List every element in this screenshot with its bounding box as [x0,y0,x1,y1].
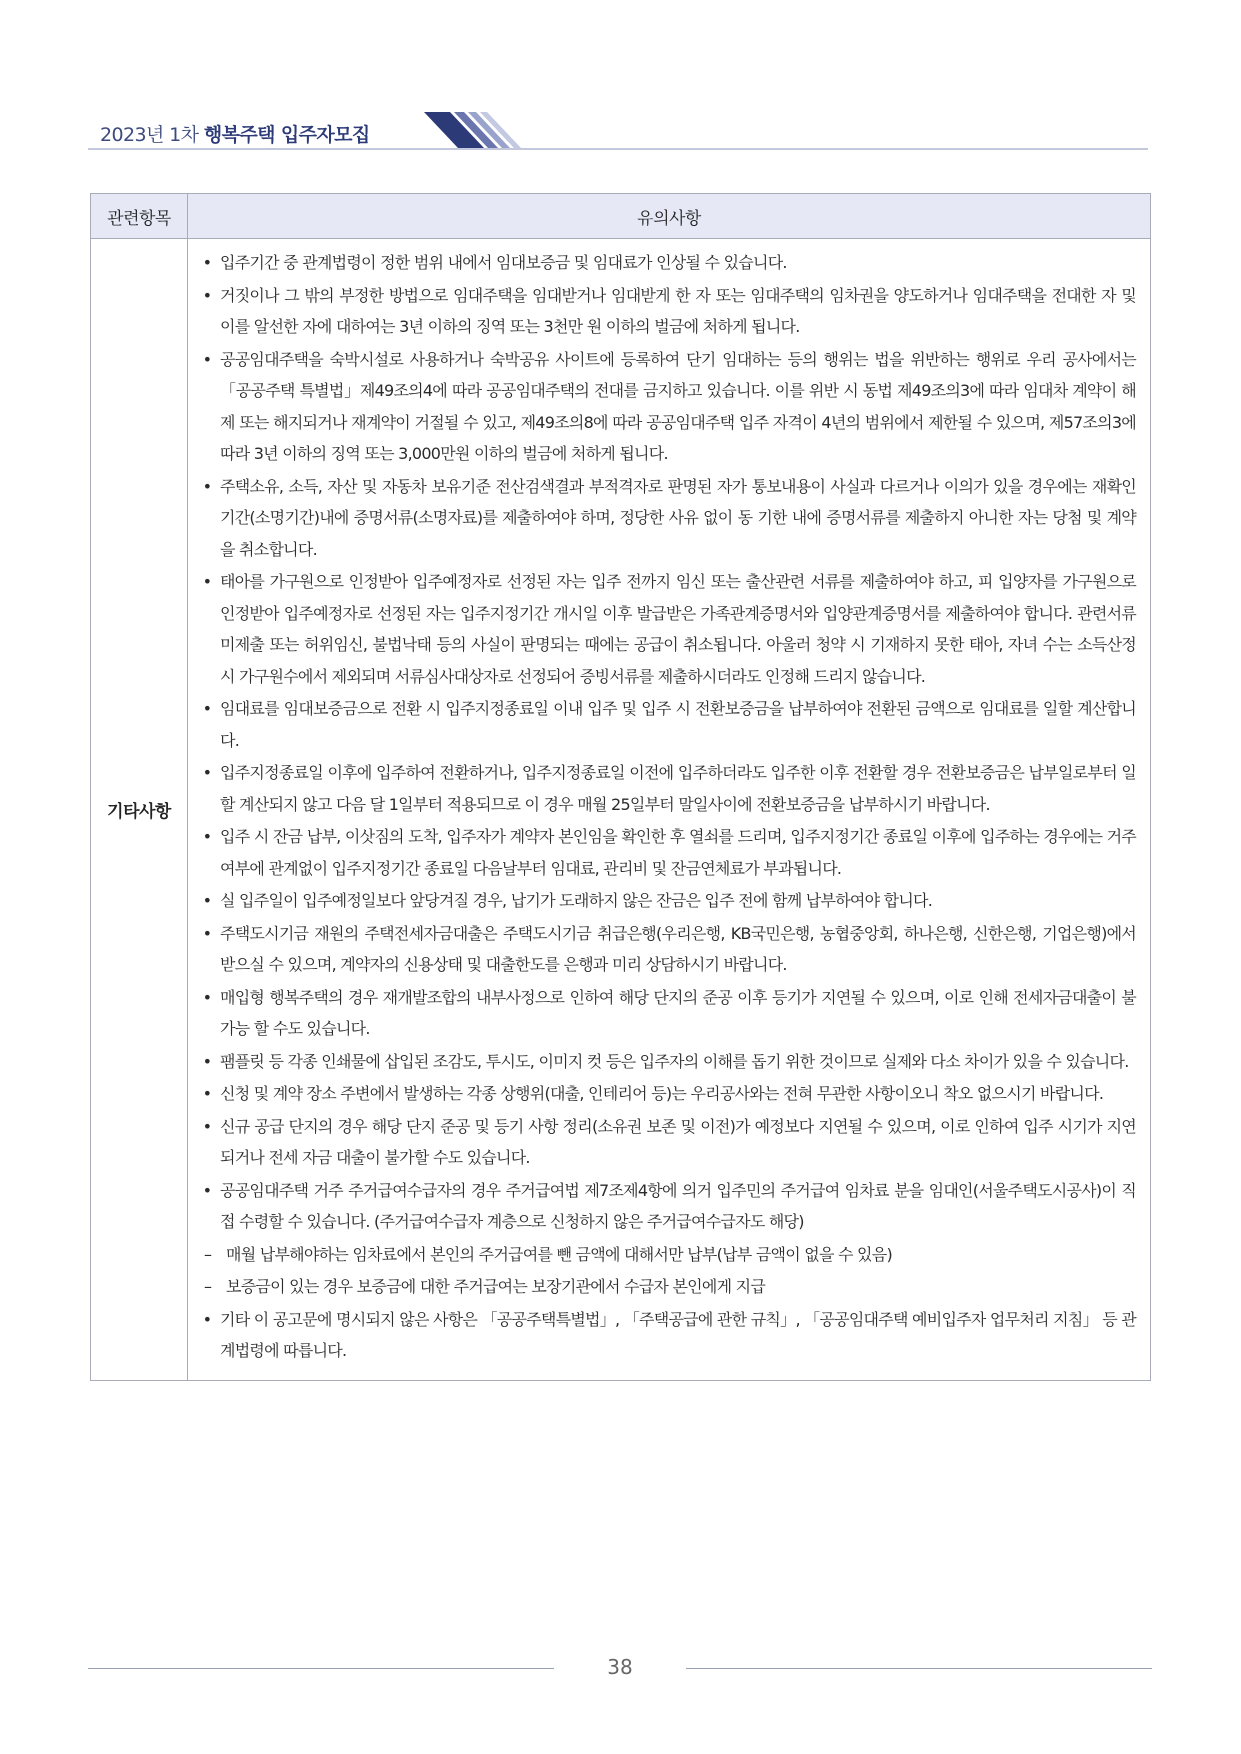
notes-list [198,247,1136,1367]
list-item: • 거짓이나 그 밖의 부정한 방법으로 임대주택을 임대받거나 임대받게 한 자 또는 임대주택의 임차권을 양도하거나 임대주택을 전대한 자 및 이를 알선한 자에 대하여는 3년 이하의 징역 또는 3천만 원 이하의 벌금에 처하게 됩니다. [198,280,1136,343]
list-item: • 팸플릿 등 각종 인쇄물에 삽입된 조감도, 투시도, 이미지 컷 등은 입주자의 이해를 돕기 위한 것이므로 실제와 다소 차이가 있을 수 있습니다. [198,1046,1136,1078]
bullet-icon: • [202,987,212,1007]
bullet-icon: • [202,1180,212,1200]
list-item: • 매입형 행복주택의 경우 재개발조합의 내부사정으로 인하여 해당 단지의 준공 이후 등기가 지연될 수 있으며, 이로 인해 전세자금대출이 불가능 할 수도 있습니다. [198,982,1136,1045]
header-title-main: 행복주택 입주자모집 [203,124,370,146]
col-header-notes: 유의사항 [188,194,1151,239]
list-item: • 공공임대주택 거주 주거급여수급자의 경우 주거급여법 제7조제4항에 의거 입주민의 주거급여 임차료 분을 임대인(서울주택도시공사)이 직접 수령할 수 있습니다. (주거급여수급자 계층으로 신청하지 않은 주거급여수급자도 해당) [198,1175,1136,1238]
table-row [91,239,1151,1381]
list-item: • 입주 시 잔금 납부, 이삿짐의 도착, 입주자가 계약자 본인임을 확인한 후 열쇠를 드리며, 입주지정기간 종료일 이후에 입주하는 경우에는 거주여부에 관계없이 입주지정기간 종료일 다음날부터 임대료, 관리비 및 잔금연체료가 부과됩니다. [198,821,1136,884]
bullet-icon: • [202,1309,212,1329]
list-item: • 태아를 가구원으로 인정받아 입주예정자로 선정된 자는 입주 전까지 임신 또는 출산관련 서류를 제출하여야 하고, 피 입양자를 가구원으로 인정받아 입주예정자로 선정된 자는 입주지정기간 개시일 이후 발급받은 가족관계증명서와 입양관계증명서를 제출하여야 합니다. 관련서류 미제출 또는 허위임신, 불법낙태 등의 사실이 판명되는 때에는 공급이 취소됩니다. 아울러 청약 시 기재하지 못한 태아, 자녀 수는 소득산정 시 가구원수에서 제외되며 서류심사대상자로 선정되어 증빙서류를 제출하시더라도 인정해 드리지 않습니다. [198,566,1136,692]
header-stripe-decoration [424,112,534,150]
header-title-year: 2023년 1차 [100,124,204,146]
dash-icon: – [204,1277,212,1296]
list-item: • 주택소유, 소득, 자산 및 자동차 보유기준 전산검색결과 부적격자로 판명된 자가 통보내용이 사실과 다르거나 이의가 있을 경우에는 재확인기간(소명기간)내에 증명서류(소명자료)를 제출하여야 하며, 정당한 사유 없이 동 기한 내에 증명서류를 제출하지 아니한 자는 당첨 및 계약을 취소합니다. [198,471,1136,566]
list-item: • 신청 및 계약 장소 주변에서 발생하는 각종 상행위(대출, 인테리어 등)는 우리공사와는 전혀 무관한 사항이오니 착오 없으시기 바랍니다. [198,1078,1136,1110]
header-divider [88,148,1148,150]
list-item: • 입주기간 중 관계법령이 정한 범위 내에서 임대보증금 및 임대료가 인상될 수 있습니다. [198,247,1136,279]
header-title [100,120,370,147]
list-item: • 입주지정종료일 이후에 입주하여 전환하거나, 입주지정종료일 이전에 입주하더라도 입주한 이후 전환할 경우 전환보증금은 납부일로부터 일할 계산되지 않고 다음 달 1일부터 적용되므로 이 경우 매월 25일부터 말일사이에 전환보증금을 납부하시기 바랍니다. [198,757,1136,820]
footer-divider-left [88,1668,554,1669]
list-item: • 실 입주일이 입주예정일보다 앞당겨질 경우, 납기가 도래하지 않은 잔금은 입주 전에 함께 납부하여야 합니다. [198,885,1136,917]
sub-list-item: – 매월 납부해야하는 임차료에서 본인의 주거급여를 뺀 금액에 대해서만 납부(납부 금액이 없을 수 있음) [198,1239,1136,1271]
list-item: • 주택도시기금 재원의 주택전세자금대출은 주택도시기금 취급은행(우리은행, KB국민은행, 농협중앙회, 하나은행, 신한은행, 기업은행)에서 받으실 수 있으며, 계약자의 신용상태 및 대출한도를 은행과 미리 상담하시기 바랍니다. [198,918,1136,981]
table-header-row [91,194,1151,239]
list-item: • 기타 이 공고문에 명시되지 않은 사항은 「공공주택특별법」, 「주택공급에 관한 규칙」, 「공공임대주택 예비입주자 업무처리 지침」 등 관계법령에 따릅니다. [198,1304,1136,1367]
notice-table [90,193,1151,1381]
bullet-icon: • [202,923,212,943]
bullet-icon: • [202,572,212,591]
category-cell: 기타사항 [91,239,188,1381]
bullet-icon: • [202,1051,212,1071]
bullet-icon: • [202,827,212,846]
bullet-icon: • [202,253,212,272]
page-header [88,112,1148,160]
list-item: • 임대료를 임대보증금으로 전환 시 입주지정종료일 이내 입주 및 입주 시 전환보증금을 납부하여야 전환된 금액으로 임대료를 일할 계산합니다. [198,693,1136,756]
bullet-icon: • [202,285,212,305]
bullet-icon: • [202,891,212,910]
bullet-icon: • [202,476,212,496]
col-header-category: 관련항목 [91,194,188,239]
page-number: 38 [607,1655,633,1679]
sub-list-item: – 보증금이 있는 경우 보증금에 대한 주거급여는 보장기관에서 수급자 본인에게 지급 [198,1271,1136,1303]
bullet-icon: • [202,699,212,718]
list-item: • 공공임대주택을 숙박시설로 사용하거나 숙박공유 사이트에 등록하여 단기 임대하는 등의 행위는 법을 위반하는 행위로 우리 공사에서는 「공공주택 특별법」제49조의4에 따라 공공임대주택의 전대를 금지하고 있습니다. 이를 위반 시 동법 제49조의3에 따라 임대차 계약이 해제 또는 해지되거나 재계약이 거절될 수 있고, 제49조의8에 따라 공공임대주택 입주 자격이 4년의 범위에서 제한될 수 있으며, 제57조의3에 따라 3년 이하의 징역 또는 3,000만원 이하의 벌금에 처하게 됩니다. [198,344,1136,470]
bullet-icon: • [202,1116,212,1136]
bullet-icon: • [202,349,212,369]
list-item: • 신규 공급 단지의 경우 해당 단지 준공 및 등기 사항 정리(소유권 보존 및 이전)가 예정보다 지연될 수 있으며, 이로 인하여 입주 시기가 지연되거나 전세 자금 대출이 불가할 수도 있습니다. [198,1111,1136,1174]
bullet-icon: • [202,763,212,782]
bullet-icon: • [202,1084,212,1103]
notes-cell [188,239,1151,1381]
footer-divider-right [686,1668,1152,1669]
dash-icon: – [204,1244,212,1264]
